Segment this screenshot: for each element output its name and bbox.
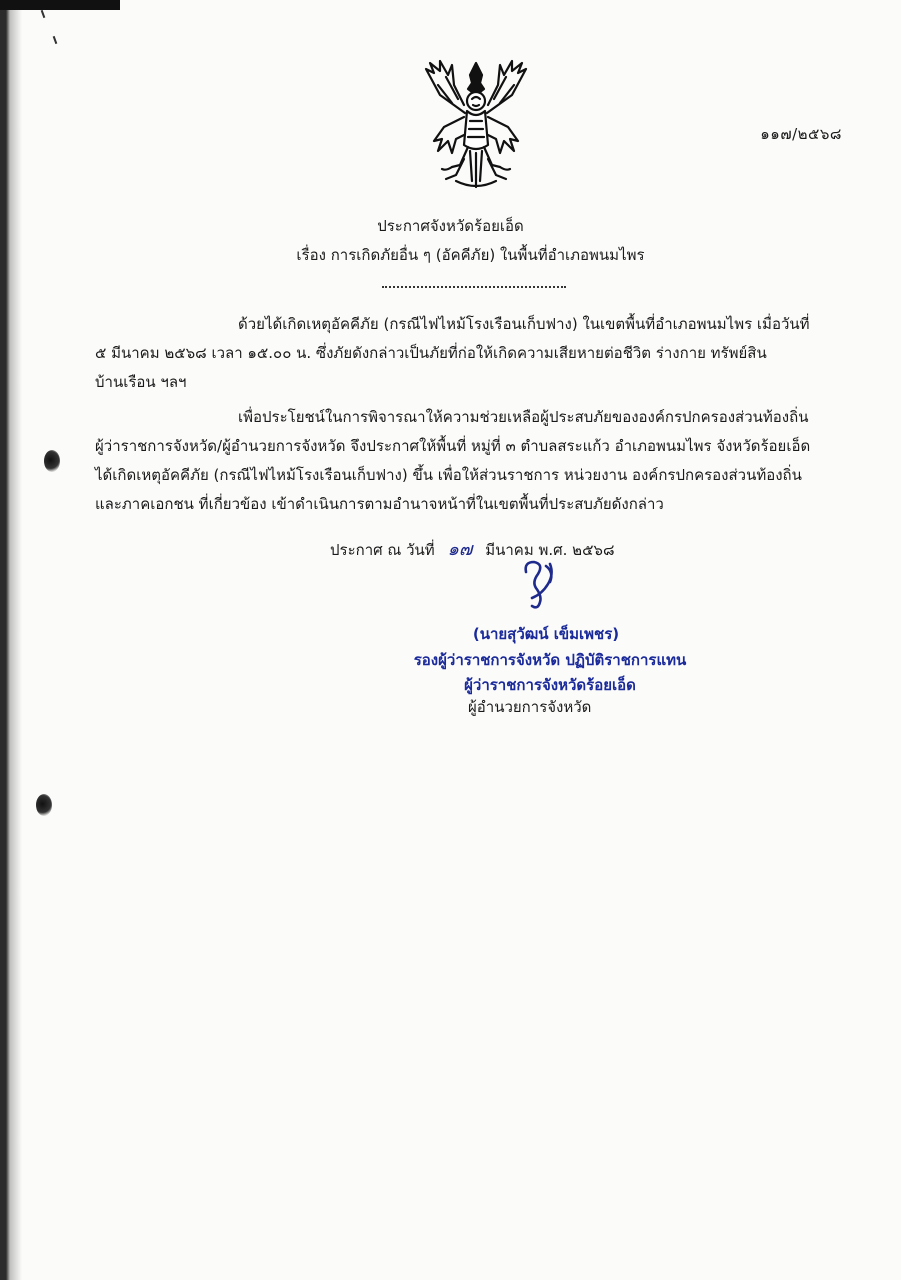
paragraph1-line3: บ้านเรือน ฯลฯ (95, 373, 187, 391)
paragraph2-line4: และภาคเอกชน ที่เกี่ยวข้อง เข้าดำเนินการตามอำนาจหน้าที่ในเขตพื้นที่ประสบภัยดังกล่าว (95, 495, 664, 513)
garuda-emblem-icon (412, 55, 540, 193)
punch-hole-top (44, 450, 60, 472)
scan-mark (53, 36, 58, 44)
announcement-date (330, 534, 615, 563)
date-prefix: ประกาศ ณ วันที่ (330, 541, 435, 559)
dotted-separator (382, 282, 566, 288)
date-day-handwritten: ๑๗ (447, 539, 473, 560)
announcement-title: ประกาศจังหวัดร้อยเอ็ด (377, 217, 524, 235)
scan-mark (41, 10, 46, 18)
scan-corner (0, 0, 120, 10)
paragraph1-line1: ด้วยได้เกิดเหตุอัคคีภัย (กรณีไฟไหม้โรงเรือนเก็บฟาง) ในเขตพื้นที่อำเภอพนมไพร เมื่อวันที่ (238, 315, 810, 333)
punch-hole-bottom (36, 794, 52, 816)
announcement-subject: เรื่อง การเกิดภัยอื่น ๆ (อัคคีภัย) ในพื้นที่อำเภอพนมไพร (296, 246, 645, 264)
paragraph1-line2: ๕ มีนาคม ๒๕๖๘ เวลา ๑๕.๐๐ น. ซึ่งภัยดังกล่าวเป็นภัยที่ก่อให้เกิดความเสียหายต่อชีวิต ร่างกาย ทรัพย์สิน (95, 344, 767, 362)
paragraph2-line2: ผู้ว่าราชการจังหวัด/ผู้อำนวยการจังหวัด จึงประกาศให้พื้นที่ หมู่ที่ ๓ ตำบลสระแก้ว อำเภอพนมไพร จังหวัดร้อยเอ็ด (95, 437, 811, 455)
scan-edge-shadow (0, 0, 22, 1280)
signer-position-deputy: รองผู้ว่าราชการจังหวัด ปฏิบัติราชการแทน (413, 651, 687, 669)
handwritten-signature (512, 558, 566, 610)
signer-position-director: ผู้อำนวยการจังหวัด (468, 698, 592, 716)
document-number: ๑๑๗/๒๕๖๘ (760, 125, 842, 143)
signer-position-governor: ผู้ว่าราชการจังหวัดร้อยเอ็ด (464, 676, 636, 694)
paragraph2-line3: ได้เกิดเหตุอัคคีภัย (กรณีไฟไหม้โรงเรือนเก็บฟาง) ขึ้น เพื่อให้ส่วนราชการ หน่วยงาน องค์กรปกครองส่วนท้องถิ่น (95, 466, 802, 484)
signer-name: (นายสุวัฒน์ เข็มเพชร) (472, 625, 620, 643)
paragraph2-line1: เพื่อประโยชน์ในการพิจารณาให้ความช่วยเหลือผู้ประสบภัยขององค์กรปกครองส่วนท้องถิ่น (238, 408, 809, 426)
date-suffix: มีนาคม พ.ศ. ๒๕๖๘ (485, 541, 615, 559)
